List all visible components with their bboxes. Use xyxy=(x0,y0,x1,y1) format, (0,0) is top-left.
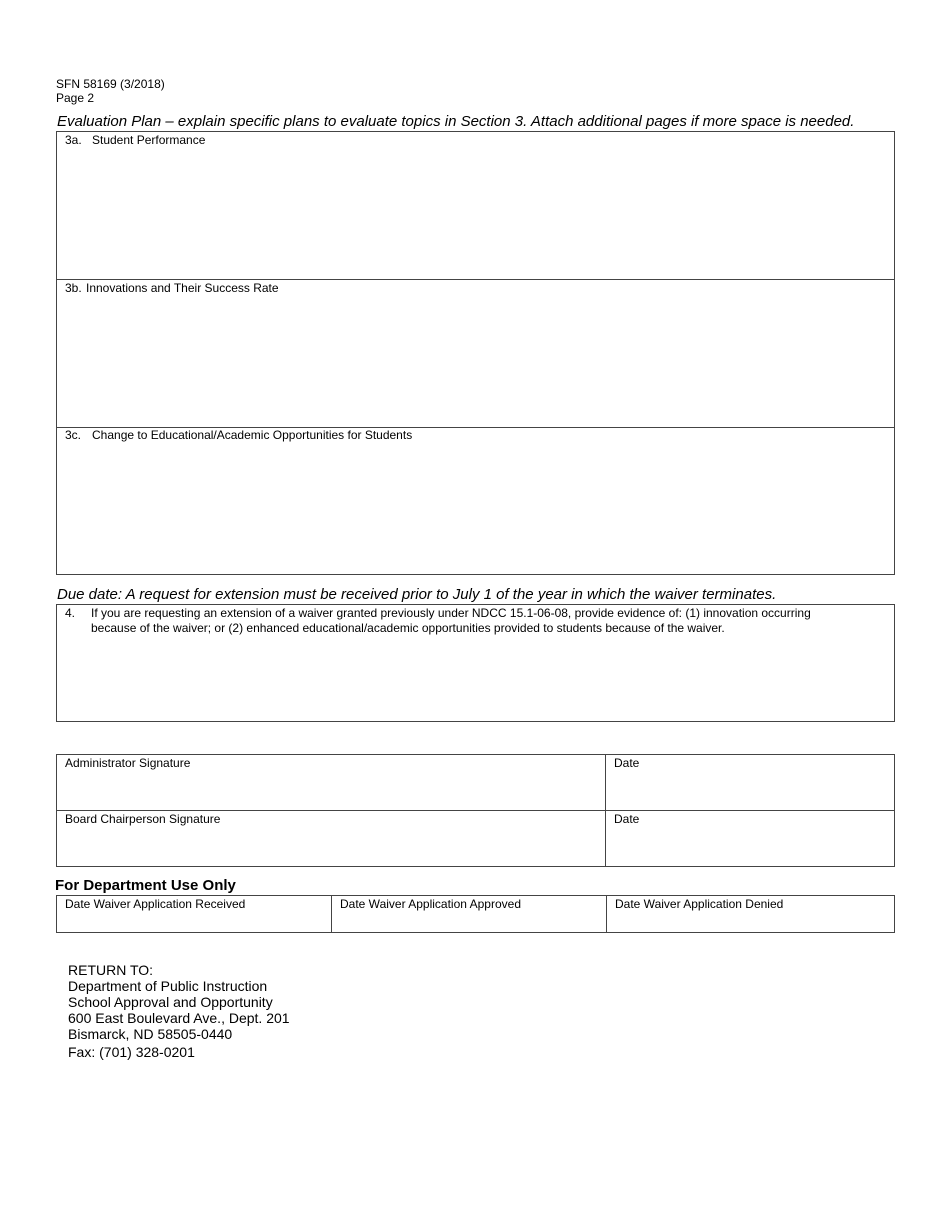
date-received-field[interactable] xyxy=(58,912,328,931)
administrator-signature-field[interactable] xyxy=(58,772,602,808)
return-to-line: Department of Public Instruction xyxy=(68,978,268,994)
innovations-field[interactable] xyxy=(60,298,890,423)
admin-date-label: Date xyxy=(614,756,640,770)
fax-number: Fax: (701) 328-0201 xyxy=(68,1044,195,1060)
due-date-heading: Due date: A request for extension must be received prior to July 1 of the year in which the waiver terminates. xyxy=(57,586,777,603)
page-number: Page 2 xyxy=(56,91,95,105)
form-number: SFN 58169 (3/2018) xyxy=(56,77,165,91)
date-received-label: Date Waiver Application Received xyxy=(65,897,246,911)
admin-date-field[interactable] xyxy=(608,772,892,808)
divider xyxy=(56,279,895,280)
date-denied-label: Date Waiver Application Denied xyxy=(615,897,784,911)
section-4-number: 4. xyxy=(65,606,76,620)
divider xyxy=(331,895,332,933)
divider xyxy=(606,895,607,933)
section-4-line-2: because of the waiver; or (2) enhanced educational/academic opportunities provided to students because of the waiver. xyxy=(91,621,725,635)
date-approved-label: Date Waiver Application Approved xyxy=(340,897,521,911)
board-signature-field[interactable] xyxy=(58,828,602,864)
return-to-line: School Approval and Opportunity xyxy=(68,994,273,1010)
evaluation-plan-heading: Evaluation Plan – explain specific plans to evaluate topics in Section 3. Attach additional pages if more space is needed. xyxy=(57,113,855,130)
return-to-title: RETURN TO: xyxy=(68,962,154,978)
date-denied-field[interactable] xyxy=(609,912,892,931)
divider xyxy=(605,754,606,867)
board-date-field[interactable] xyxy=(608,828,892,864)
department-use-heading: For Department Use Only xyxy=(55,877,236,894)
form-header xyxy=(56,77,165,105)
student-performance-field[interactable] xyxy=(60,150,890,275)
date-approved-field[interactable] xyxy=(334,912,604,931)
return-to-address xyxy=(68,962,290,1060)
section-3a-label: 3a. Student Performance xyxy=(65,133,206,147)
section-4-line-1: If you are requesting an extension of a waiver granted previously under NDCC 15.1-06-08, provide evidence of: (1) innovation occurring xyxy=(91,606,811,620)
extension-evidence-field[interactable] xyxy=(60,640,890,718)
return-to-line: 600 East Boulevard Ave., Dept. 201 xyxy=(68,1010,290,1026)
administrator-signature-label: Administrator Signature xyxy=(65,756,191,770)
board-chairperson-signature-label: Board Chairperson Signature xyxy=(65,812,221,826)
section-3b-label: 3b. Innovations and Their Success Rate xyxy=(65,281,279,295)
section-3c-label: 3c. Change to Educational/Academic Opportunities for Students xyxy=(65,428,413,442)
divider xyxy=(56,810,895,811)
return-to-line: Bismarck, ND 58505-0440 xyxy=(68,1026,233,1042)
opportunities-field[interactable] xyxy=(60,446,890,571)
board-date-label: Date xyxy=(614,812,640,826)
